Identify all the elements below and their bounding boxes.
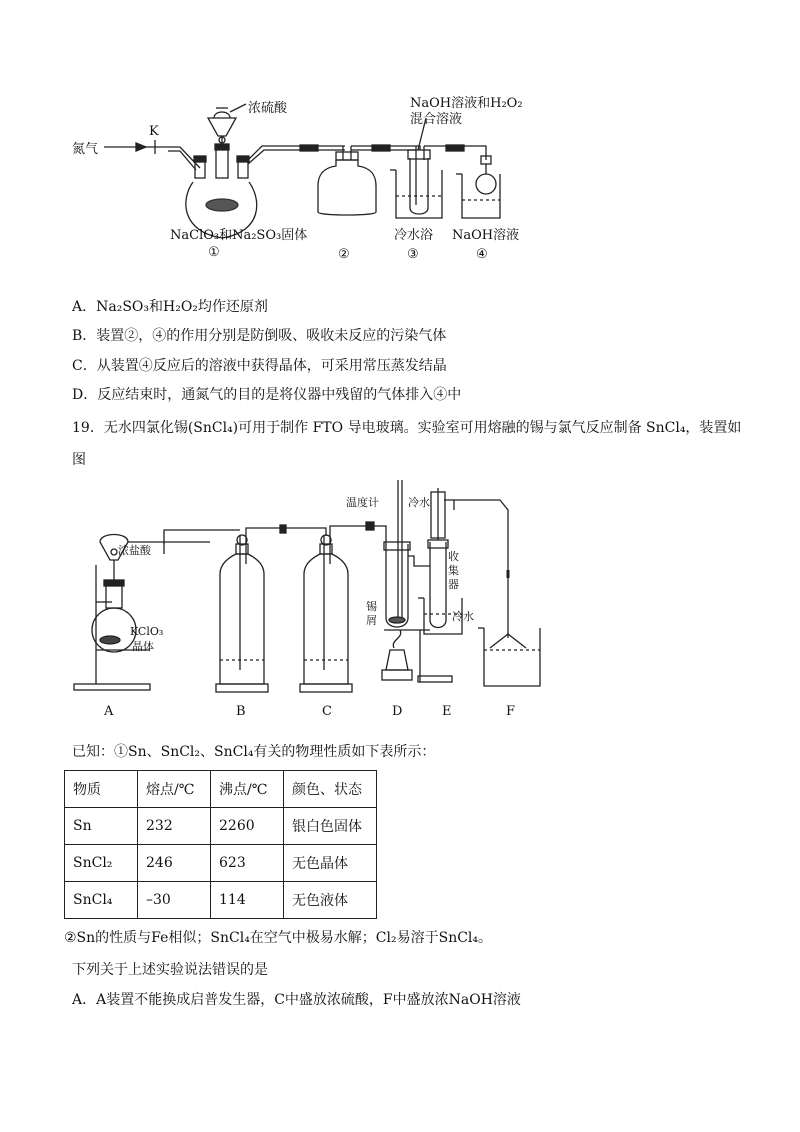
label-collector-3: 器	[448, 578, 459, 591]
table-row	[65, 882, 377, 919]
label-thermometer: 温度计	[346, 496, 379, 509]
q19-option-a: A．A装置不能换成启普发生器，C中盛放浓硫酸，F中盛放浓NaOH溶液	[72, 992, 521, 1008]
table-cell: 623	[211, 845, 284, 882]
q18-option-a: A．Na₂SO₃和H₂O₂均作还原剂	[72, 299, 268, 315]
table-cell: 232	[138, 808, 211, 845]
label-kclo3-2: 晶体	[132, 640, 154, 653]
table-cell: 114	[211, 882, 284, 919]
label-kclo3-1: KClO₃	[130, 625, 164, 638]
label-collector-2: 集	[448, 564, 459, 577]
question-prompt: 下列关于上述实验说法错误的是	[72, 962, 268, 978]
label-valve-k: K	[149, 124, 159, 139]
label-device-1: ①	[208, 245, 220, 260]
label-tin-1: 锡	[366, 600, 377, 613]
table-cell: –30	[138, 882, 211, 919]
table-header-cell: 颜色、状态	[284, 771, 377, 808]
label-cold-water: 冷水	[452, 610, 474, 623]
table-cell: 无色液体	[284, 882, 377, 919]
properties-table	[64, 770, 377, 919]
label-collector-1: 收	[448, 550, 459, 563]
table-header-row	[65, 771, 377, 808]
q19-stem-line1: 19．无水四氯化锡(SnCl₄)可用于制作 FTO 导电玻璃。实验室可用熔融的锡与氯气反应制备 SnCl₄，装置如	[72, 420, 742, 436]
table-cell: 2260	[211, 808, 284, 845]
label-cold-bath: 冷水浴	[394, 228, 434, 243]
table-row	[65, 808, 377, 845]
label-conc-hcl: 浓盐酸	[118, 544, 151, 557]
label-naoh-h2o2-mix-2: 混合溶液	[410, 112, 463, 127]
label-solids: NaClO₃和Na₂SO₃固体	[170, 228, 308, 243]
label-tin-2: 屑	[366, 614, 377, 627]
q18-option-b: B．装置②，④的作用分别是防倒吸、吸收未反应的污染气体	[72, 328, 447, 344]
label-device-d: D	[392, 704, 403, 719]
table-header-cell: 物质	[65, 771, 138, 808]
q18-option-c: C．从装置④反应后的溶液中获得晶体，可采用常压蒸发结晶	[72, 358, 447, 374]
table-header-cell: 沸点/℃	[211, 771, 284, 808]
label-device-f: F	[506, 704, 516, 719]
known-intro: 已知：①Sn、SnCl₂、SnCl₄有关的物理性质如下表所示：	[72, 744, 436, 760]
label-device-a: A	[104, 704, 114, 719]
label-device-e: E	[442, 704, 452, 719]
label-conc-sulfuric-acid: 浓硫酸	[248, 101, 288, 116]
table-cell: 246	[138, 845, 211, 882]
label-device-2: ②	[338, 247, 350, 262]
label-nitrogen: 氮气	[72, 142, 99, 157]
table-row	[65, 845, 377, 882]
table-cell: 无色晶体	[284, 845, 377, 882]
label-device-b: B	[236, 704, 246, 719]
table-cell: SnCl₄	[65, 882, 138, 919]
table-header-cell: 熔点/℃	[138, 771, 211, 808]
q19-stem-line2: 图	[72, 452, 86, 468]
label-naoh-solution: NaOH溶液	[452, 228, 520, 243]
label-device-4: ④	[476, 247, 488, 262]
label-naoh-h2o2-mix-1: NaOH溶液和H₂O₂	[410, 96, 523, 111]
label-cold-water-top: 冷水	[408, 496, 430, 509]
table-cell: 银白色固体	[284, 808, 377, 845]
table-cell: SnCl₂	[65, 845, 138, 882]
table-cell: Sn	[65, 808, 138, 845]
q18-option-d: D．反应结束时，通氮气的目的是将仪器中残留的气体排入④中	[72, 387, 462, 403]
label-device-c: C	[322, 704, 332, 719]
diagram-2-drawing	[0, 470, 800, 730]
label-device-3: ③	[407, 247, 419, 262]
known-note-2: ②Sn的性质与Fe相似；SnCl₄在空气中极易水解；Cl₂易溶于SnCl₄。	[64, 930, 493, 946]
